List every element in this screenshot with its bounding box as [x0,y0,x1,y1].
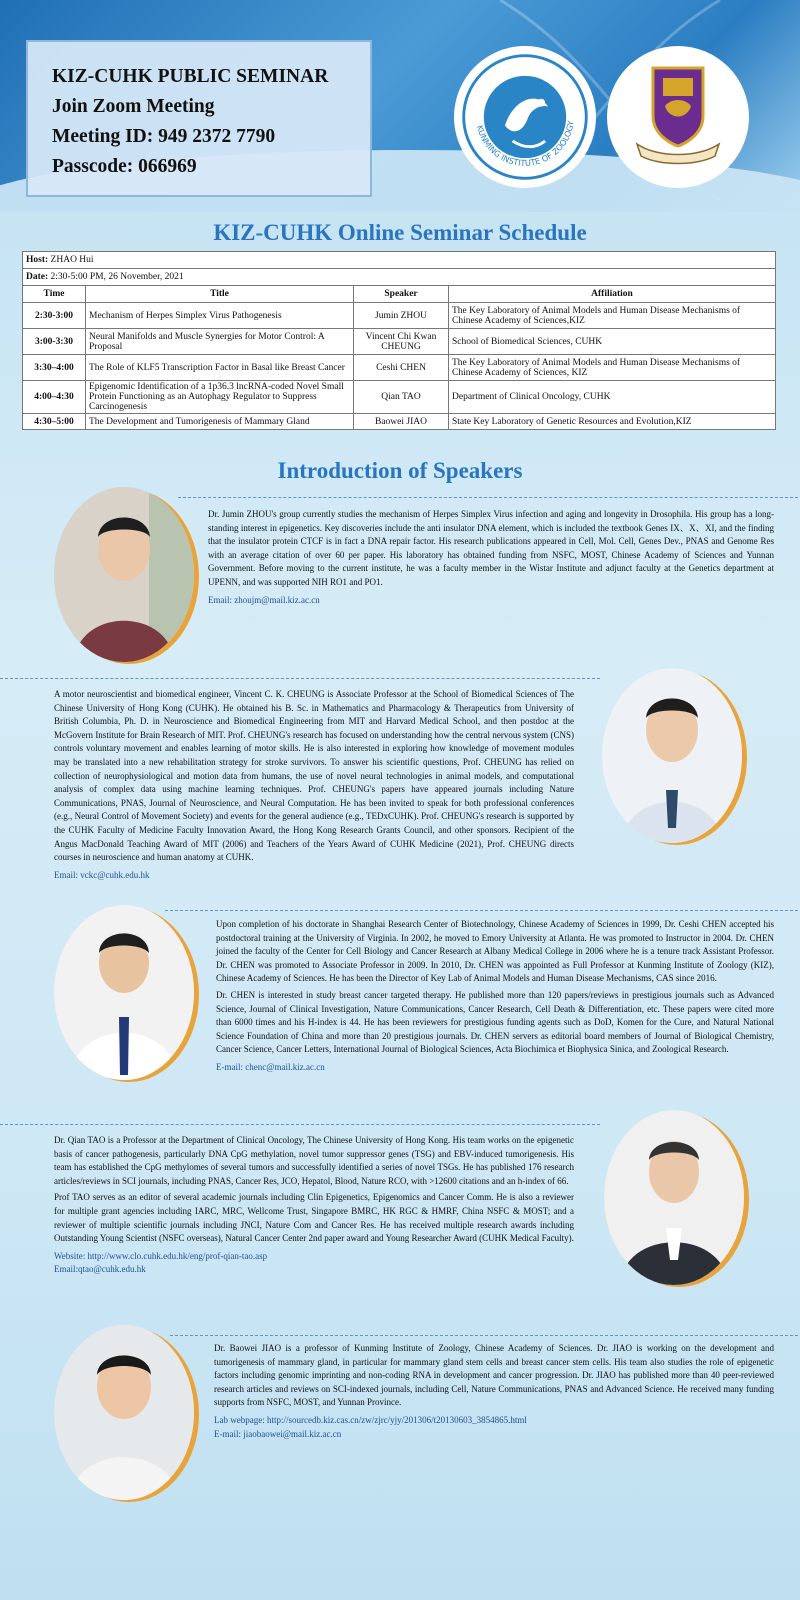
bio-paragraph: Prof TAO serves as an editor of several academic journals including Clin Epigenetics, Epigenomics and Cancer Comm. He is also a reviewer for multiple grant agencies including IARC, MRC, Wellcome Trust, Singapore BMRC, HK RGC & HMRF, China NSFC & MOST; and a reviewer of multiple scientific journals including JNCI, Nature Com and Cancer Res. He has received multiple research awards including Outstanding Young Scientist (NSFC overseas), Natural Cancer Center 2nd paper award and Young Researcher Award (CUHK Medical Faculty). [54,1192,574,1244]
row-affiliation: The Key Laboratory of Animal Models and Human Disease Mechanisms of Chinese Academy of Sciences, KIZ [449,355,776,381]
date-label: Date: [26,272,49,282]
date-value: 2:30-5:00 PM, 26 November, 2021 [50,272,184,282]
host-label: Host: [26,255,49,265]
date-row [23,269,776,286]
speaker-photo-zhou [54,487,194,662]
schedule-title: KIZ-CUHK Online Seminar Schedule [213,220,587,245]
website-link[interactable]: Website: http://www.clo.cuhk.edu.hk/eng/prof-qian-tao.asp [54,1250,268,1261]
intro-title: Introduction of Speakers [277,458,523,483]
row-speaker: Jumin ZHOU [354,303,449,329]
row-time: 3:00-3:30 [23,329,86,355]
speaker-bio-jiao [214,1342,774,1441]
divider [165,910,798,911]
row-time: 2:30-3:00 [23,303,86,329]
speaker-bio-zhou [208,508,774,607]
speaker-bio-cheung [54,688,574,882]
row-affiliation: Department of Clinical Oncology, CUHK [449,381,776,414]
divider [178,497,798,498]
row-time: 4:00–4:30 [23,381,86,414]
col-speaker: Speaker [354,286,449,303]
table-row [23,355,776,381]
row-title: Neural Manifolds and Muscle Synergies for Motor Control: A Proposal [86,329,354,355]
schedule-table [22,251,776,430]
divider [170,1335,798,1336]
speaker-bio-tao [54,1134,574,1277]
speaker-photo-cheung [602,668,742,843]
speaker-photo-tao [604,1110,744,1285]
row-speaker: Ceshi CHEN [354,355,449,381]
zoom-join-text: Join Zoom Meeting [52,96,215,117]
divider [0,1124,600,1125]
row-speaker: Qian TAO [354,381,449,414]
table-row [23,414,776,430]
zoom-info-box [26,40,372,197]
divider [0,678,600,679]
row-speaker: Vincent Chi Kwan CHEUNG [354,329,449,355]
row-title: The Development and Tumorigenesis of Mammary Gland [86,414,354,430]
col-title: Title [86,286,354,303]
header-banner [0,0,800,212]
table-row [23,381,776,414]
col-time: Time [23,286,86,303]
email-link[interactable]: Email:qtao@cuhk.edu.hk [54,1264,146,1275]
row-title: Mechanism of Herpes Simplex Virus Pathogenesis [86,303,354,329]
host-value: ZHAO Hui [50,255,94,265]
bio-paragraph: A motor neuroscientist and biomedical engineer, Vincent C. K. CHEUNG is Associate Professor at the School of Biomedical Sciences of The Chinese University of Hong Kong (CUHK). He obtained his B. Sc. in Mathematics and Pharmacology & Therapeutics from University of British Columbia, Ph. D. in Neuroscience and Biomedical Engineering from MIT and Harvard Medical School, and then postdoc at the McGovern Institute for Brain Research of MIT. Prof. CHEUNG's research has focused on understanding how the central nervous system (CNS) controls voluntary movement and enables learning of motor skills. He is also interested in exploring how knowledge of movement modules may be translated into a new rehabilitation strategy for stroke survivors. To answer his scientific questions, Prof. CHEUNG has relied on collection of neurophysiological and motion data from humans, the use of novel neural technologies in animal models, and computational analysis of complex data using machine learning techniques. Prof. CHEUNG's papers have appeared journals including Nature Communications, PNAS, Journal of Neuroscience, and Neural Computation. He has been invited to speak for both professional conferences (e.g., Neural Control of Movement Society) and events for the general audience (e.g., TEDxCUHK). Prof. CHEUNG's research is supported by the CUHK Faculty of Medicine Faculty Innovation Award, the Hong Kong Research Grants Council, and other sponsors. Recipient of the Angus MacDonald Teaching Award of MIT (2006) and Teachers of the Years Award of CUHK Medicine (2021), Prof. CHEUNG directs courses in neuroscience and human anatomy at CUHK. [54,689,574,863]
bio-paragraph: Dr. Jumin ZHOU's group currently studies the mechanism of Herpes Simplex Virus infection and aging and longevity in Drosophila. His group has a long-standing interest in epigenetics. Key discoveries include the anti insulator DNA element, which is included the textbook Genes IX、X、XI, and the finding that the insulator protein CTCF is in fact a DNA repair factor. His research publications appeared in Cell, Mol. Cell, Genes Dev., PNAS and Genome Res with an average citation of over 60 per paper. His laboratory has obtained funding from NSFC, MOST, Chinese Academy of Sciences and Yunnan Government. Before moving to the current institute, he was a faculty member in the Wistar Institute and adjunct faculty at the Genetics department at UPENN, and was supported NIH RO1 and PO1. [208,509,774,587]
row-affiliation: School of Biomedical Sciences, CUHK [449,329,776,355]
bio-paragraph: Dr. CHEN is interested in study breast cancer targeted therapy. He published more than 120 papers/reviews in prestigious journals such as Advanced Science, Journal of Clinical Investigation, Nature Communications, Cancer Research, Cell Death & Differentiation, etc. These papers were cited more than 6000 times and his H-index is 44. He has been reviewers for prestigious funding agents such as DoD, Komen for the Cure, and Natural National Science Foundation of China and more than 20 prestigious journals. Dr. CHEN servers as editorial board members of Journal of Biological Chemistry, Cancer Science, Cancer Letters, International Journal of Biological Sciences, Acta Biochimica et Biophysica Sinica, and Zoological Research. [216,989,774,1055]
col-affiliation: Affiliation [449,286,776,303]
email-link[interactable]: Email: vckc@cuhk.edu.hk [54,869,150,880]
bio-paragraph: Dr. Baowei JIAO is a professor of Kunming Institute of Zoology, Chinese Academy of Sciences. Dr. JIAO is working on the development and tumorigenesis of mammary gland, in particular for mammary gland stem cells and breast cancer stem cells. His team also studies the role of epigenetic factors including genomic imprinting and non-coding RNA in development and cancer progression. Dr. JIAO has published more than 40 peer-reviewed research articles and reviews on SCI-indexed journals, including Cell, Nature Communications, PNAS and Advanced Science. He received many funding supports from NSFC, MOST, and Yunnan Province. [214,1343,774,1408]
row-speaker: Baowei JIAO [354,414,449,430]
meeting-id: Meeting ID: 949 2372 7790 [52,126,276,147]
bio-paragraph: Dr. Qian TAO is a Professor at the Department of Clinical Oncology, The Chinese University of Hong Kong. His team works on the epigenetic basis of cancer pathogenesis, particularly DNA CpG methylation, novel tumor suppressor genes (TSG) and EBV-induced tumorigenesis. His team has established the CpG methylomes of several tumors and successfully identified a series of novel TSGs. He has published 176 research articles/reviews in SCI journals, including PNAS, Cancer Res, JCO, Hepatol, Blood, Nature RCO, with >12600 citations and an h-index of 66. [54,1135,574,1186]
email-link[interactable]: E-mail: chenc@mail.kiz.ac.cn [216,1061,325,1072]
row-time: 3:30–4:00 [23,355,86,381]
speaker-photo-jiao [54,1325,194,1500]
email-link[interactable]: Email: zhoujm@mail.kiz.ac.cn [208,594,320,605]
kiz-logo-icon [454,46,596,188]
bio-paragraph: Upon completion of his doctorate in Shanghai Research Center of Biotechnology, Chinese Academy of Sciences in 1999, Dr. Ceshi CHEN accepted his postdoctoral training at the University of Virginia. In 2002, he moved to Emory University at Atlanta. He was promoted to Instructor in 2004. Dr. CHEN joined the faculty of the Center for Cell Biology and Cancer Research at Albany Medical College in 2006 where he is a tenure track Assistant Professor. Dr. CHEN was promoted to Associate Professor in 2009. In 2010, Dr. CHEN was appointed as Full Professor at Kunming Institute of Zoology (KIZ), Chinese Academy of Sciences. He has been the Director of Key Lab of Animal Models and Human Disease Mechanisms, CAS since 2016. [216,919,774,984]
host-row [23,252,776,269]
speaker-bio-chen [216,918,774,1075]
table-row [23,303,776,329]
cuhk-logo-icon [607,46,749,188]
table-header-row [23,286,776,303]
lab-webpage-link[interactable]: Lab webpage: http://sourcedb.kiz.cas.cn/zw/zjrc/yjy/201306/t20130603_3854865.html [214,1414,527,1425]
seminar-title: KIZ-CUHK PUBLIC SEMINAR [52,66,329,87]
svg-text:KUNMING INSTITUTE OF ZOOLOGY C: KUNMING INSTITUTE OF ZOOLOGY [475,120,576,168]
email-link[interactable]: E-mail: jiaobaowei@mail.kiz.ac.cn [214,1428,342,1439]
row-time: 4:30–5:00 [23,414,86,430]
row-affiliation: The Key Laboratory of Animal Models and Human Disease Mechanisms of Chinese Academy of Sciences,KIZ [449,303,776,329]
speaker-photo-chen [54,905,194,1080]
row-title: Epigenomic Identification of a 1p36.3 lncRNA-coded Novel Small Protein Functioning as an Autophagy Regulator to Suppress Carcinogenesis [86,381,354,414]
passcode: Passcode: 066969 [52,156,197,177]
row-affiliation: State Key Laboratory of Genetic Resources and Evolution,KIZ [449,414,776,430]
row-title: The Role of KLF5 Transcription Factor in Basal like Breast Cancer [86,355,354,381]
table-row [23,329,776,355]
